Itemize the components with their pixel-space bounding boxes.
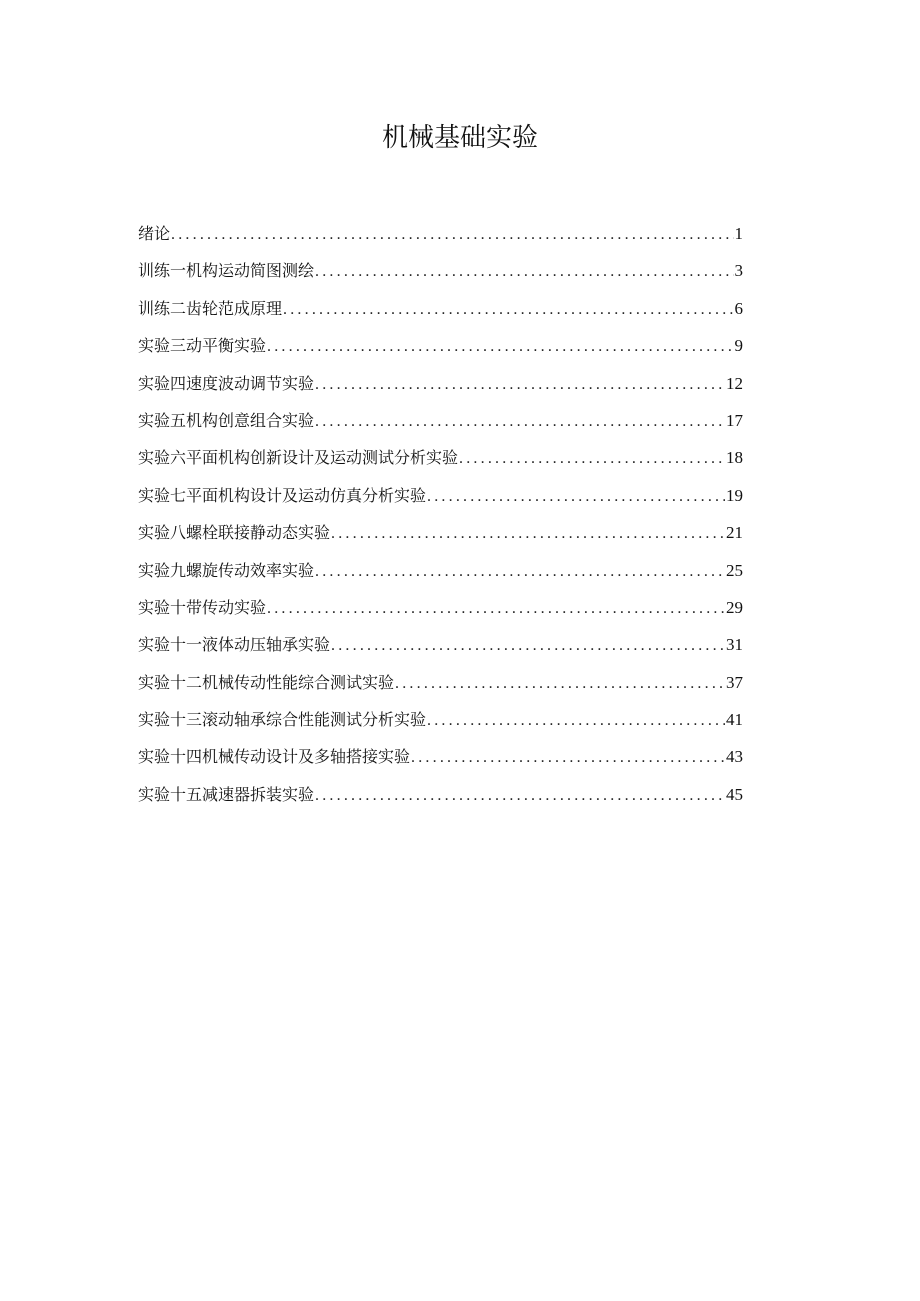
toc-dot-leader [315, 777, 725, 814]
toc-entry[interactable] [138, 215, 743, 252]
toc-dot-leader [171, 216, 733, 253]
toc-dot-leader [427, 702, 725, 739]
toc-entry[interactable] [138, 552, 743, 589]
toc-entry-label: 实验四速度波动调节实验 [138, 373, 315, 393]
document-title: 机械基础实验 [381, 123, 538, 153]
toc-dot-leader [427, 478, 725, 515]
toc-dot-leader [411, 739, 725, 776]
toc-entry-page: 25 [726, 560, 743, 580]
toc-entry-label: 绪论 [138, 224, 171, 243]
toc-dot-leader [331, 627, 725, 664]
toc-entry-page: 19 [726, 485, 743, 505]
toc-entry[interactable] [138, 439, 743, 476]
toc-dot-leader [315, 366, 725, 403]
toc-entry-page: 31 [726, 635, 743, 655]
toc-entry[interactable] [138, 776, 743, 813]
toc-entry[interactable] [138, 589, 743, 626]
toc-entry-label: 实验十二机械传动性能综合测试实验 [138, 672, 395, 692]
toc-entry-page: 29 [726, 597, 743, 617]
toc-entry-label: 实验三动平衡实验 [138, 336, 267, 356]
toc-entry-page: 1 [734, 224, 743, 243]
toc-entry[interactable] [138, 365, 743, 402]
toc-entry-page: 37 [726, 672, 743, 692]
toc-entry-page: 6 [734, 298, 743, 318]
toc-entry-page: 18 [726, 448, 743, 468]
toc-entry-page: 9 [734, 336, 743, 356]
toc-entry[interactable] [138, 626, 743, 663]
toc-dot-leader [315, 403, 725, 440]
toc-entry[interactable] [138, 252, 743, 289]
toc-dot-leader [395, 665, 725, 702]
toc-entry-page: 3 [734, 261, 743, 281]
toc-entry[interactable] [138, 327, 743, 364]
toc-entry-label: 训练二齿轮范成原理 [138, 298, 283, 318]
toc-entry-label: 实验十四机械传动设计及多轴搭接实验 [138, 747, 411, 767]
toc-entry-label: 实验八螺栓联接静动态实验 [138, 523, 331, 543]
toc-entry-page: 45 [726, 784, 743, 804]
toc-dot-leader [331, 515, 725, 552]
toc-entry-page: 12 [726, 373, 743, 393]
toc-entry-label: 实验十五减速器拆装实验 [138, 784, 315, 804]
toc-entry[interactable] [138, 664, 743, 701]
toc-entry-label: 实验七平面机构设计及运动仿真分析实验 [138, 485, 427, 505]
toc-entry-page: 21 [726, 523, 743, 543]
toc-dot-leader [315, 253, 733, 290]
toc-entry-label: 实验十三滚动轴承综合性能测试分析实验 [138, 710, 427, 730]
toc-entry-label: 实验十一液体动压轴承实验 [138, 635, 331, 655]
toc-entry-page: 43 [726, 747, 743, 767]
table-of-contents [138, 215, 743, 813]
toc-entry[interactable] [138, 477, 743, 514]
toc-entry-page: 41 [726, 710, 743, 730]
toc-entry-label: 实验十带传动实验 [138, 597, 267, 617]
toc-entry-label: 实验九螺旋传动效率实验 [138, 560, 315, 580]
toc-dot-leader [267, 590, 725, 627]
toc-dot-leader [267, 328, 733, 365]
toc-entry[interactable] [138, 402, 743, 439]
toc-dot-leader [459, 440, 725, 477]
toc-entry[interactable] [138, 514, 743, 551]
toc-entry-label: 训练一机构运动简图测绘 [138, 261, 315, 281]
toc-dot-leader [315, 553, 725, 590]
toc-dot-leader [283, 291, 733, 328]
toc-entry-label: 实验五机构创意组合实验 [138, 410, 315, 430]
toc-entry[interactable] [138, 290, 743, 327]
toc-entry[interactable] [138, 738, 743, 775]
toc-entry-page: 17 [726, 410, 743, 430]
toc-entry-label: 实验六平面机构创新设计及运动测试分析实验 [138, 448, 459, 468]
toc-entry[interactable] [138, 701, 743, 738]
